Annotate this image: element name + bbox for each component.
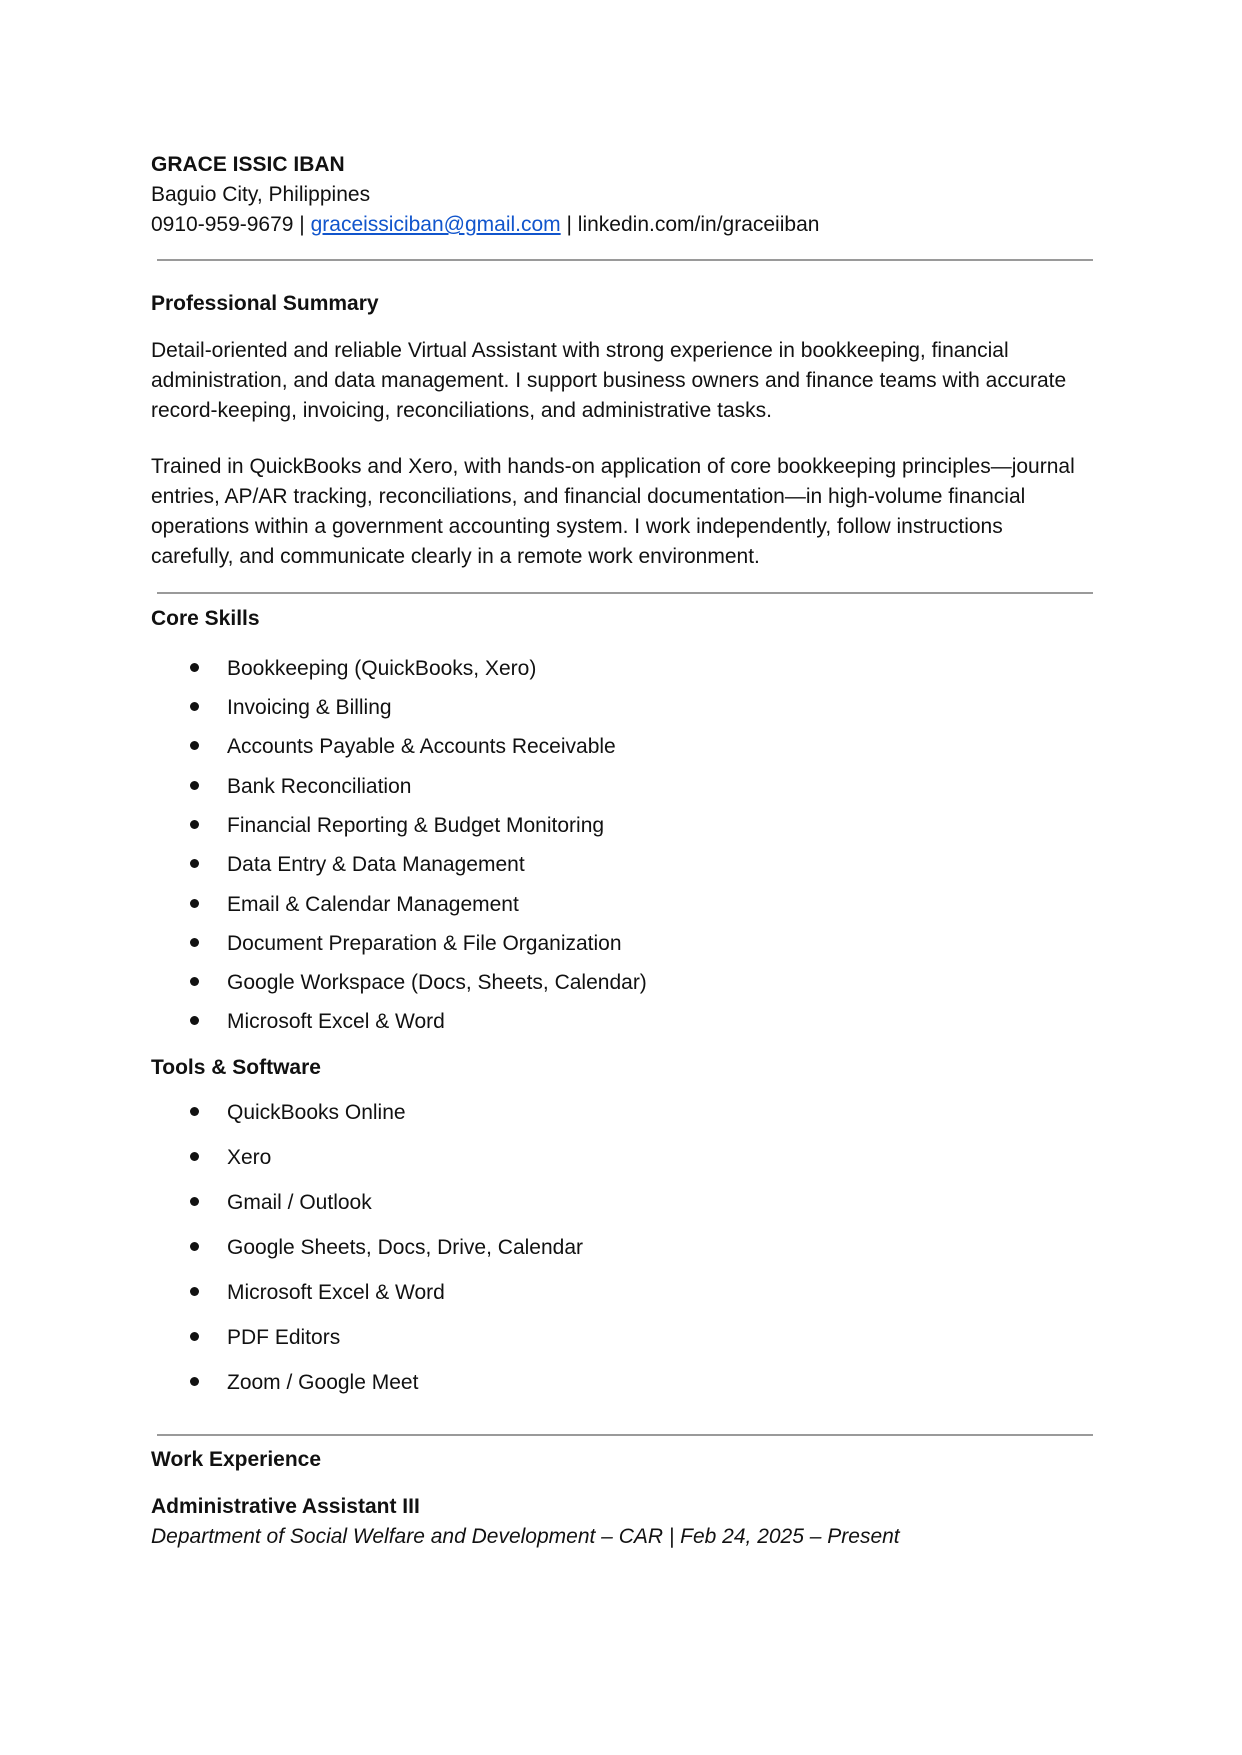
summary-heading: Professional Summary [151,292,379,315]
section-divider [157,592,1093,594]
section-divider [157,259,1093,261]
list-item: Google Sheets, Docs, Drive, Calendar [190,1234,199,1262]
bullet-icon [190,702,199,711]
bullet-icon [190,663,199,672]
bullet-icon [190,1197,199,1206]
list-item: Google Workspace (Docs, Sheets, Calendar) [190,969,199,997]
job-title: Administrative Assistant III [151,1495,420,1518]
list-item: Bank Reconciliation [190,773,199,801]
bullet-icon [190,1152,199,1161]
summary-line: Detail-oriented and reliable Virtual Assistant with strong experience in bookkeeping, financial [151,339,1009,362]
summary-paragraph-1 [151,336,1091,426]
bullet-icon [190,859,199,868]
job-meta: Department of Social Welfare and Development – CAR | Feb 24, 2025 – Present [151,1525,900,1548]
list-item: Financial Reporting & Budget Monitoring [190,812,199,840]
core-skills-heading: Core Skills [151,607,260,630]
summary-line: carefully, and communicate clearly in a remote work environment. [151,545,760,568]
list-item: QuickBooks Online [190,1099,199,1127]
list-item: PDF Editors [190,1324,199,1352]
list-item: Email & Calendar Management [190,891,199,919]
bullet-icon [190,1377,199,1386]
list-item: Zoom / Google Meet [190,1369,199,1397]
bullet-icon [190,741,199,750]
summary-line: operations within a government accounting system. I work independently, follow instructions [151,515,1003,538]
list-item: Microsoft Excel & Word [190,1008,199,1036]
bullet-icon [190,938,199,947]
list-item: Microsoft Excel & Word [190,1279,199,1307]
bullet-icon [190,1107,199,1116]
contact-separator: | [560,213,578,236]
bullet-icon [190,820,199,829]
summary-line: Trained in QuickBooks and Xero, with hands-on application of core bookkeeping principles—journal [151,455,1075,478]
email-link[interactable]: graceissiciban@gmail.com [310,213,561,236]
list-item: Data Entry & Data Management [190,851,199,879]
bullet-icon [190,1332,199,1341]
bullet-icon [190,977,199,986]
contact-separator: | [293,213,311,236]
experience-heading: Work Experience [151,1448,322,1471]
phone-number: 0910-959-9679 [151,213,294,236]
tools-heading: Tools & Software [151,1056,321,1079]
bullet-icon [190,1016,199,1025]
list-item: Document Preparation & File Organization [190,930,199,958]
bullet-icon [190,781,199,790]
linkedin-url: linkedin.com/in/graceiiban [577,213,820,236]
candidate-location: Baguio City, Philippines [151,183,371,206]
bullet-icon [190,1242,199,1251]
summary-paragraph-2 [151,452,1091,572]
list-item: Xero [190,1144,199,1172]
summary-line: entries, AP/AR tracking, reconciliations, and financial documentation—in high-volume financial [151,485,1026,508]
candidate-name: GRACE ISSIC IBAN [151,153,345,176]
summary-line: record-keeping, invoicing, reconciliations, and administrative tasks. [151,399,772,422]
summary-line: administration, and data management. I support business owners and finance teams with accurate [151,369,1067,392]
contact-line [151,211,819,239]
list-item: Accounts Payable & Accounts Receivable [190,733,199,761]
bullet-icon [190,1287,199,1296]
list-item: Bookkeeping (QuickBooks, Xero) [190,655,199,683]
list-item: Invoicing & Billing [190,694,199,722]
bullet-icon [190,899,199,908]
section-divider [157,1434,1093,1436]
list-item: Gmail / Outlook [190,1189,199,1217]
